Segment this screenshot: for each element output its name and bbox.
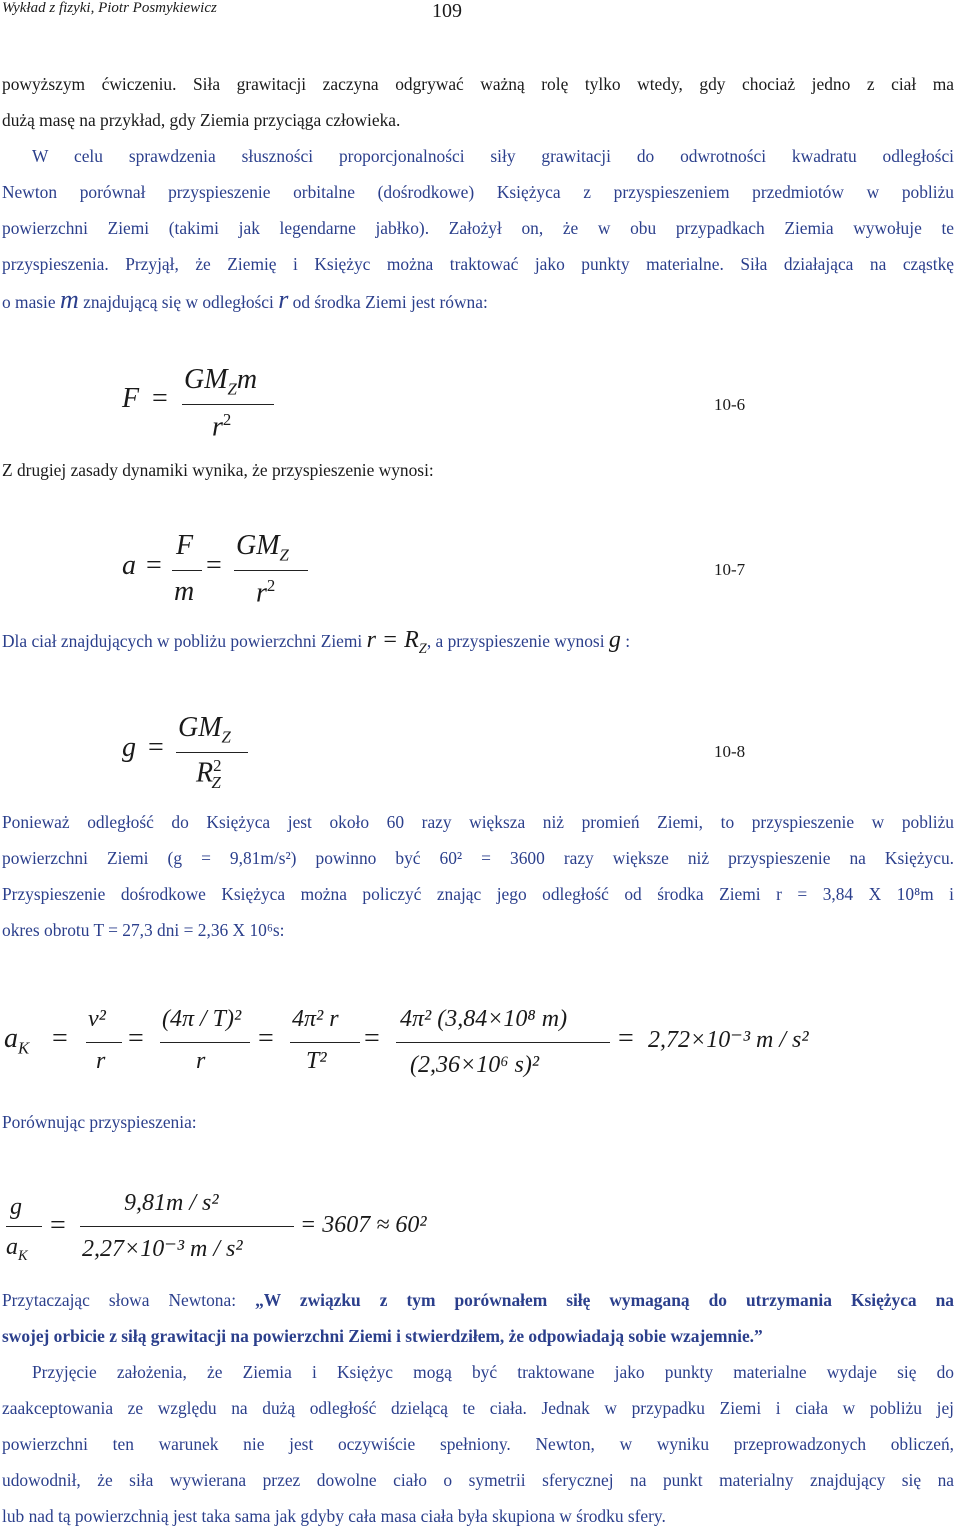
text-line: powierzchni Ziemi (takimi jak legendarne jabłko). Założył on, że w obu przypadkach Ziemia wywołuje te	[2, 218, 954, 238]
text-line: powierzchni Ziemi (g = 9,81m/s²) powinno być 60² = 3600 razy większe niż przyspieszenie na Księżycu.	[2, 848, 954, 868]
text-line: Przytaczając słowa Newtona: „W związku z tym porównałem siłę wymaganą do utrzymania Księżyca na	[2, 1290, 954, 1310]
text-compare: Porównując przyspieszenia:	[2, 1112, 197, 1132]
text-near-surface: Dla ciał znajdujących w pobliżu powierzchni Ziemi $r = R_Z$, a przyspieszenie wynosi g :	[2, 627, 631, 657]
paragraph-3	[2, 804, 954, 948]
paragraph-1	[2, 66, 954, 138]
text-line: udowodnił, że siła wywierana przez dowolne ciało o symetrii sferycznej na punkt materialny znajdujący się na	[2, 1470, 954, 1490]
text-line: swojej orbicie z siłą grawitacji na powierzchni Ziemi i stwierdziłem, że odpowiadają sobie wzajemnie.”	[2, 1326, 763, 1346]
text-line: Newton porównał przyspieszenie orbitalne (dośrodkowe) Księżyca z przyspieszeniem przedmiotów w pobliżu	[2, 182, 954, 202]
equation-number: 10-7	[714, 560, 746, 579]
paragraph-2	[2, 138, 954, 318]
text-line: powyższym ćwiczeniu. Siła grawitacji zaczyna odgrywać ważną rolę tylko wtedy, gdy chociaż jedno z ciał ma	[2, 74, 954, 94]
text-line: przyspieszenia. Przyjął, że Ziemię i Księżyc można traktować jako punkty materialne. Siła działająca na cząstkę	[2, 254, 954, 274]
equation-number: 10-6	[714, 395, 746, 414]
text-line: W celu sprawdzenia słuszności proporcjonalności siły grawitacji do odwrotności kwadratu odległości	[32, 146, 954, 166]
running-title: Wykład z fizyki, Piotr Posmykiewicz	[2, 0, 217, 16]
paragraph-4	[2, 1354, 954, 1534]
text-line: zaakceptowania ze względu na dużą odległość dzielącą te ciała. Jednak w przypadku Ziemi i ciała w pobliżu jej	[2, 1398, 954, 1418]
text-line: o masie m znajdującą się w odległości r od środka Ziemi jest równa:	[2, 285, 488, 314]
text-line: Przyspieszenie dośrodkowe Księżyca można policzyć znając jego odległość od środka Ziemi r = 3,84 X 10⁸m i	[2, 884, 954, 904]
text-line: dużą masę na przykład, gdy Ziemia przyciąga człowieka.	[2, 110, 401, 130]
page-number: 109	[432, 0, 462, 22]
newton-quote	[2, 1282, 954, 1354]
text-line: Przyjęcie założenia, że Ziemia i Księżyc mogą być traktowane jako punkty materialne wydaje się do	[32, 1362, 954, 1382]
text-line: okres obrotu T = 27,3 dni = 2,36 X 10⁶s:	[2, 920, 285, 940]
text-line: Ponieważ odległość do Księżyca jest około 60 razy większa niż promień Ziemi, to przyspieszenie w pobliżu	[2, 812, 954, 832]
equation-number: 10-8	[714, 742, 746, 761]
text-line: powierzchni ten warunek nie jest oczywiście spełniony. Newton, w wyniku przeprowadzonych obliczeń,	[2, 1434, 954, 1454]
text-line: lub nad tą powierzchnią jest taka sama jak gdyby cała masa ciała była skupiona w środku sfery.	[2, 1506, 666, 1526]
text-dynamics: Z drugiej zasady dynamiki wynika, że przyspieszenie wynosi:	[2, 460, 434, 480]
